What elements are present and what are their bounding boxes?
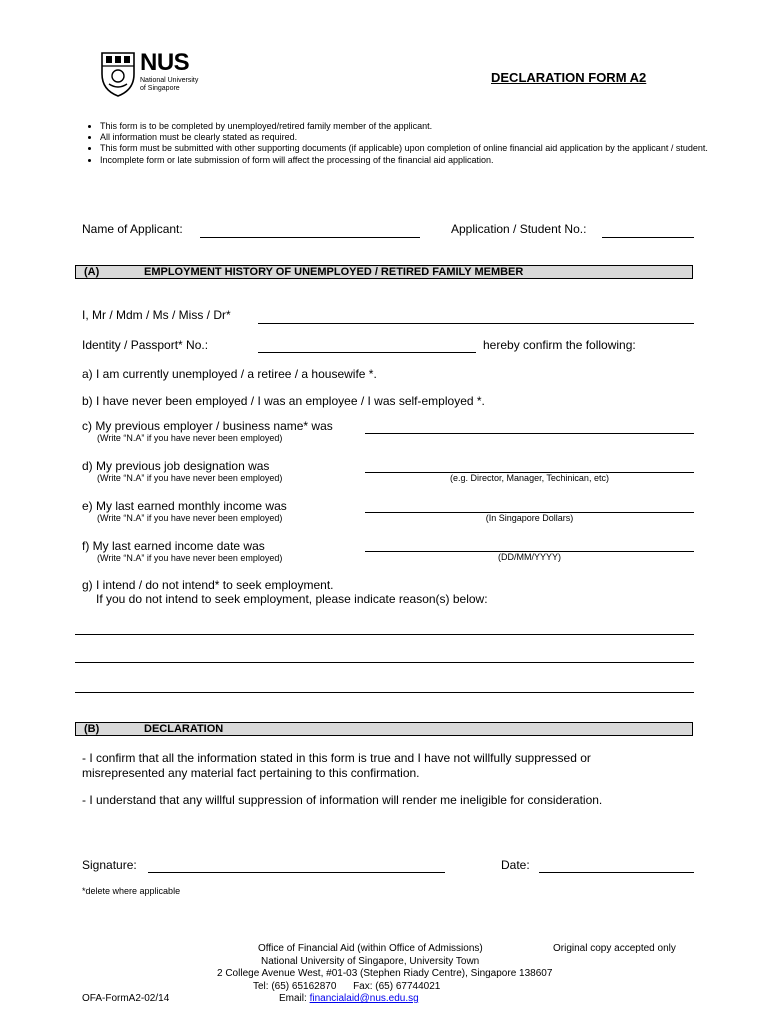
- section-b-title: DECLARATION: [144, 723, 224, 735]
- item-d-hint: (Write “N.A” if you have never been employed): [97, 473, 283, 483]
- footer-form-code: OFA-FormA2-02/14: [82, 993, 170, 1004]
- footer-original-copy: Original copy accepted only: [553, 943, 676, 954]
- signature-label: Signature:: [82, 858, 137, 872]
- footer-address: 2 College Avenue West, #01-03 (Stephen Riady Centre), Singapore 138607: [217, 968, 553, 979]
- section-a-title: EMPLOYMENT HISTORY OF UNEMPLOYED / RETIRED FAMILY MEMBER: [144, 266, 524, 278]
- item-c-text: c) My previous employer / business name* was: [82, 419, 333, 433]
- applicant-name-label: Name of Applicant:: [82, 222, 183, 236]
- previous-employer-field[interactable]: [365, 433, 694, 434]
- footer-university: National University of Singapore, University Town: [261, 956, 480, 967]
- item-e-text: e) My last earned monthly income was: [82, 499, 287, 513]
- family-member-name-field[interactable]: [258, 323, 694, 324]
- item-f-note: (DD/MM/YYYY): [498, 552, 561, 562]
- instruction-item: • This form is to be completed by unemployed/retired family member of the applicant.: [100, 121, 720, 132]
- form-title: DECLARATION FORM A2: [491, 70, 647, 85]
- footnote: *delete where applicable: [82, 886, 181, 896]
- nus-crest-icon: [100, 50, 136, 98]
- applicant-name-field[interactable]: [200, 237, 420, 238]
- footer-email-link[interactable]: financialaid@nus.edu.sg: [309, 993, 419, 1004]
- section-a-header: [75, 265, 693, 279]
- confirm-text: hereby confirm the following:: [483, 338, 636, 352]
- item-a-text: a) I am currently unemployed / a retiree / a housewife *.: [82, 367, 377, 381]
- instruction-item: • All information must be clearly stated as required.: [100, 132, 720, 143]
- item-f-text: f) My last earned income date was: [82, 539, 265, 553]
- footer-email-label: Email:: [279, 993, 307, 1004]
- reason-line[interactable]: [75, 634, 694, 635]
- student-no-label: Application / Student No.:: [451, 222, 587, 236]
- logo-subtitle-line2: of Singapore: [140, 85, 180, 92]
- instructions-list: [80, 121, 720, 166]
- identity-label: Identity / Passport* No.:: [82, 338, 209, 352]
- declaration-text-2: - I understand that any willful suppression of information will render me ineligible for consideration.: [82, 793, 603, 807]
- instruction-item: • Incomplete form or late submission of form will affect the processing of the financial aid application.: [100, 155, 720, 166]
- logo-wordmark: NUS: [140, 49, 190, 76]
- footer-tel-fax: Tel: (65) 65162870 Fax: (65) 67744021: [253, 981, 441, 992]
- reason-line[interactable]: [75, 692, 694, 693]
- item-b-text: b) I have never been employed / I was an employee / I was self-employed *.: [82, 394, 485, 408]
- section-a-code: (A): [84, 266, 100, 278]
- reason-line[interactable]: [75, 662, 694, 663]
- section-b-code: (B): [84, 723, 100, 735]
- logo-subtitle-line1: National University: [140, 77, 199, 84]
- item-g-instruction: If you do not intend to seek employment, please indicate reason(s) below:: [96, 592, 488, 606]
- item-d-text: d) My previous job designation was: [82, 459, 270, 473]
- section-b-header: [75, 722, 693, 736]
- date-field[interactable]: [539, 872, 694, 873]
- item-d-note: (e.g. Director, Manager, Techinican, etc): [450, 473, 609, 483]
- item-c-hint: (Write “N.A” if you have never been employed): [97, 433, 283, 443]
- student-no-field[interactable]: [602, 237, 694, 238]
- footer-email-row: [279, 993, 419, 1005]
- item-e-hint: (Write “N.A” if you have never been employed): [97, 513, 283, 523]
- item-g-text: g) I intend / do not intend* to seek employment.: [82, 578, 334, 592]
- instruction-item: • This form must be submitted with other supporting documents (if applicable) upon completion of online financial aid application by the applicant / student.: [100, 143, 720, 154]
- signature-field[interactable]: [148, 872, 445, 873]
- date-label: Date:: [501, 858, 530, 872]
- family-member-name-label: I, Mr / Mdm / Ms / Miss / Dr*: [82, 308, 231, 322]
- item-e-note: (In Singapore Dollars): [485, 513, 574, 523]
- footer-office: Office of Financial Aid (within Office of Admissions): [258, 943, 483, 954]
- declaration-text-1b: misrepresented any material fact pertaining to this confirmation.: [82, 766, 420, 780]
- nus-logo: [100, 50, 210, 100]
- declaration-text-1a: - I confirm that all the information stated in this form is true and I have not willfully suppressed or: [82, 751, 591, 765]
- identity-field[interactable]: [258, 352, 476, 353]
- item-f-hint: (Write “N.A” if you have never been employed): [97, 553, 283, 563]
